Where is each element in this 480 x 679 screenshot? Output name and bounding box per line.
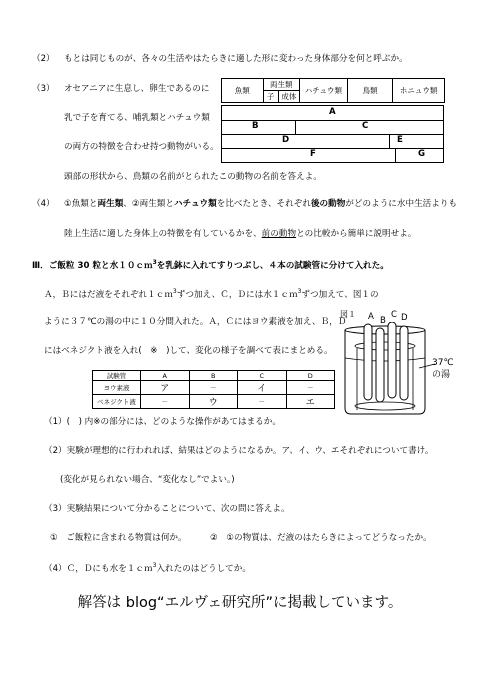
para-line2: ように３７℃の湯の中に１０分間入れた。Ａ，Ｃにはヨウ素液を加え、Ｂ，Ｄ [44, 317, 347, 327]
section3-heading: Ⅲ．ご飯粒 30 粒と水１０ｃｍ$^3$を乳鉢に入れてすりつぶし、４本の試験管に分けて入れた。 [32, 259, 389, 271]
trait-C: C [362, 121, 369, 131]
result-cell: － [141, 395, 190, 409]
subq1: （1）( ) 内※の部分には、どのような操作があてはまるか。 [44, 417, 281, 427]
tube-label-C: C [391, 310, 398, 320]
header-fish: 魚類 [222, 79, 264, 103]
q2-text: もとは同じものが、各々の生活やはたらきに適した形に変わった身体部分を何と呼ぶか。 [64, 54, 408, 64]
subq4: （4）Ｃ，Ｄにも水を１ｃｍ$^3$入れたのはどうしてか。 [44, 562, 251, 574]
result-header: B [189, 371, 238, 381]
trait-A: A [329, 107, 336, 117]
result-cell: － [286, 381, 335, 395]
tube-label-A: A [368, 312, 374, 322]
q3-number: （3） [32, 84, 55, 94]
classification-table [221, 78, 445, 103]
classification-bars [221, 105, 444, 163]
result-header: A [141, 371, 190, 381]
header-bird: 鳥類 [347, 79, 393, 103]
result-cell: ア [141, 381, 190, 395]
header-amphibian: 両生類 [263, 79, 299, 91]
header-child: 子 [263, 91, 278, 103]
tube-label-B: B [380, 316, 386, 326]
trait-G: G [418, 149, 426, 159]
subq3-1: ① ご飯粒に含まれる物質は何か。 [50, 533, 187, 543]
trait-E: E [397, 135, 403, 145]
water-label: の湯 [432, 370, 451, 380]
q3-line1: オセアニアに生息し、卵生であるのに [64, 84, 210, 94]
result-cell: イ [238, 381, 287, 395]
q4-line2: 陸上生活に適した身体上の特徴を有しているかを、前の動物との比較から簡単に説明せよ。 [64, 229, 417, 239]
result-cell: ヨウ素液 [93, 381, 141, 395]
footer-note: 解答は blog“エルヴェ研究所”に掲載しています。 [77, 595, 403, 611]
result-table [92, 370, 335, 409]
result-header: D [286, 371, 335, 381]
header-mammal: ホニュウ類 [393, 79, 445, 103]
subq3-2: ② ①の物質は、だ液のはたらきによってどうなったか。 [210, 533, 432, 543]
trait-B: B [252, 121, 259, 131]
result-cell: ウ [189, 395, 238, 409]
subq2: （2）実験が理想的に行われれば、結果はどのようになるか。ア、イ、ウ、エそれぞれについて書け。 [44, 446, 434, 456]
trait-F: F [310, 149, 316, 159]
q4-line1: ①魚類と両生類、②両生類とハチュウ類を比べたとき、それぞれ後の動物がどのように水中生活よりも [64, 199, 458, 209]
figure-label: 図１ [340, 310, 356, 319]
temp-label: 37℃ [432, 358, 454, 368]
result-cell: エ [286, 395, 335, 409]
para-line3: にはベネジクト液を入れ( ※ )して、変化の様子を調べて表にまとめる。 [44, 346, 333, 356]
header-adult: 成体 [278, 91, 299, 103]
result-cell: － [238, 395, 287, 409]
q4-number: （4） [32, 199, 55, 209]
para-line1: Ａ，Ｂにはだ液をそれぞれ１ｃｍ$^3$ずつ加え、Ｃ，Ｄには水１ｃｍ$^3$ずつ加えて、図１の [44, 288, 379, 300]
header-reptile: ハチュウ類 [300, 79, 348, 103]
result-cell: － [189, 381, 238, 395]
result-header: 試験管 [93, 371, 141, 381]
trait-D: D [282, 135, 290, 145]
q3-line2: 乳で子を育てる、哺乳類とハチュウ類 [64, 113, 210, 123]
result-header: C [238, 371, 287, 381]
q2-number: （2） [32, 54, 55, 64]
tube-label-D: D [401, 313, 408, 323]
subq3: （3）実験結果について分かることについて、次の問に答えよ。 [44, 504, 290, 514]
subq2-note: (変化が見られない場合、“変化なし”でよい。) [60, 475, 235, 485]
q3-line3: の両方の特徴を合わせ持つ動物がいる。 [64, 142, 219, 152]
result-cell: ベネジクト液 [93, 395, 141, 409]
q3-line4: 頭部の形状から、鳥類の名前がとられたこの動物の名前を答えよ。 [64, 172, 322, 182]
